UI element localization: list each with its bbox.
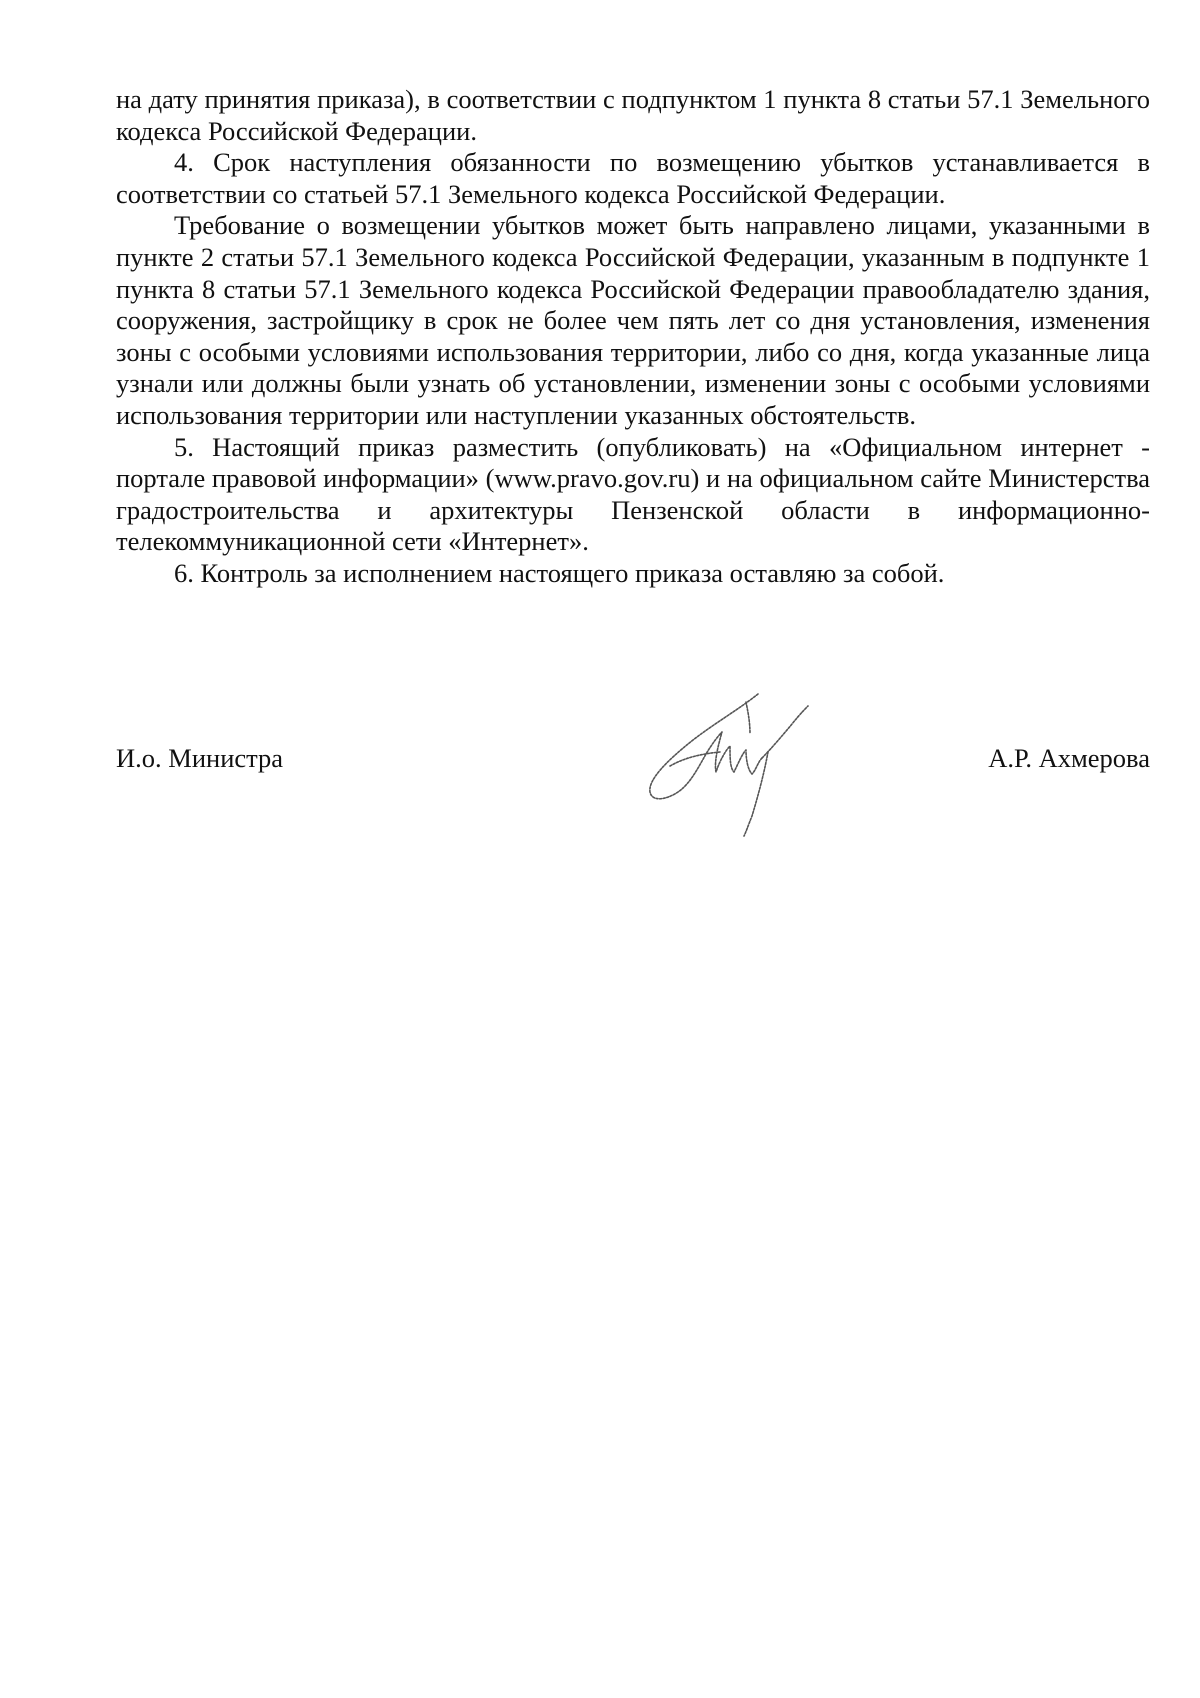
paragraph-item-5: 5. Настоящий приказ разместить (опубликовать) на «Официальном интернет - портале правовой информации» (www.pravo.gov.ru) и на официальном сайте Министерства градостроительства и архитектуры Пензенской области в информационно-телекоммуникационной сети «Интернет».: [116, 431, 1150, 557]
signatory-name: А.Р. Ахмерова: [988, 743, 1150, 773]
paragraph-item-4: 4. Срок наступления обязанности по возмещению убытков устанавливается в соответствии со статьей 57.1 Земельного кодекса Российской Федерации.: [116, 147, 1150, 209]
paragraph-continuation: на дату принятия приказа), в соответствии с подпунктом 1 пункта 8 статьи 57.1 Земельного кодекса Российской Федерации.: [116, 84, 1150, 146]
paragraph-item-6: 6. Контроль за исполнением настоящего приказа оставляю за собой.: [174, 557, 945, 588]
handwritten-signature: [640, 688, 830, 838]
paragraph-damages-claim: Требование о возмещении убытков может быть направлено лицами, указанными в пункте 2 статьи 57.1 Земельного кодекса Российской Федерации, указанным в подпункте 1 пункта 8 статьи 57.1 Земельного кодекса Российской Федерации правообладателю здания, сооружения, застройщику в срок не более чем пять лет со дня установления, изменения зоны с особыми условиями использования территории, либо со дня, когда указанные лица узнали или должны были узнать об установлении, изменении зоны с особыми условиями использования территории или наступлении указанных обстоятельств.: [116, 210, 1150, 430]
signatory-title: И.о. Министра: [116, 743, 284, 773]
document-body: [116, 84, 1150, 590]
signature-block: [116, 742, 1150, 782]
